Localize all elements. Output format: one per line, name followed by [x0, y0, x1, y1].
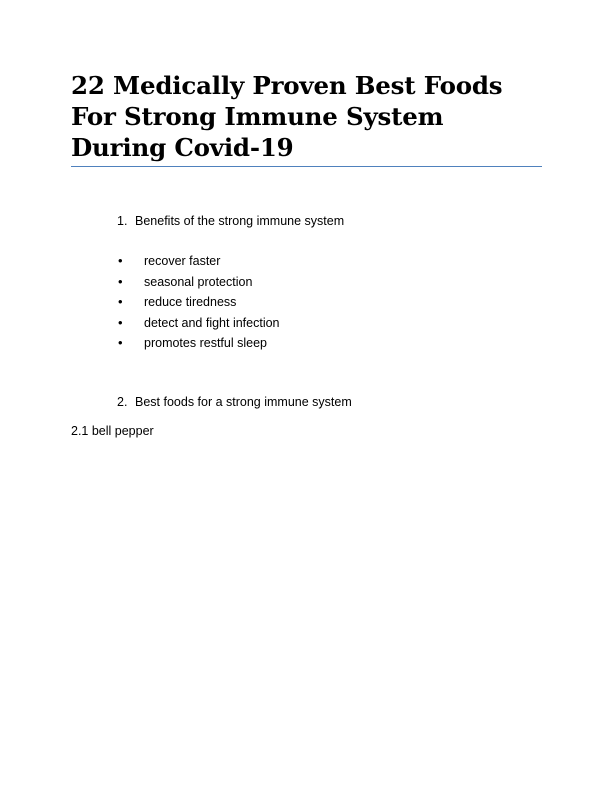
bullet-icon: • [118, 335, 123, 350]
section-1-heading [117, 214, 344, 228]
list-item-text: seasonal protection [144, 274, 253, 289]
bullet-icon: • [118, 273, 123, 289]
list-item-text: reduce tiredness [144, 295, 237, 309]
bullet-icon: • [118, 294, 123, 309]
list-item [118, 335, 280, 356]
section-2-number: 2. [117, 395, 128, 409]
title-underline-rule [71, 166, 542, 167]
section-1-title: Benefits of the strong immune system [135, 214, 345, 228]
list-item-text: recover faster [144, 254, 221, 268]
list-item-text: promotes restful sleep [144, 336, 267, 350]
list-item [118, 274, 280, 295]
list-item [118, 253, 280, 274]
bullet-icon: • [118, 253, 123, 268]
subsection-heading: 2.1 bell pepper [71, 424, 154, 438]
list-item [118, 315, 280, 336]
section-2-title: Best foods for a strong immune system [135, 395, 352, 409]
section-2-heading [117, 395, 352, 409]
benefits-bullet-list [118, 253, 280, 356]
list-item-text: detect and fight infection [144, 315, 280, 330]
list-item [118, 294, 280, 315]
document-title: 22 Medically Proven Best Foods For Strong Immune System During Covid-19 [71, 71, 503, 162]
bullet-icon: • [118, 314, 123, 330]
section-1-number: 1. [117, 214, 128, 228]
